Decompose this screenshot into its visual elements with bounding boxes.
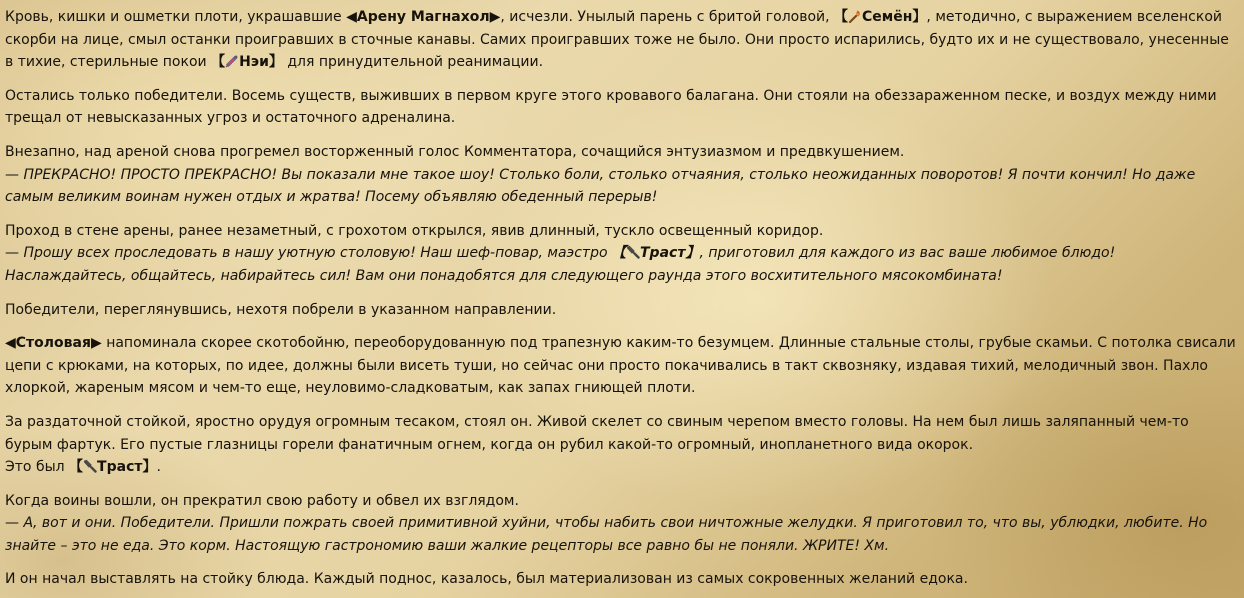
character-trast [69, 459, 156, 475]
text-segment: для принудительной реанимации. [282, 54, 544, 71]
speech-segment: , приготовил для каждого из вас ваше любимое блюдо! Наслаждайтесь, общайтесь, набирайтесь сил! Вам они понадобятся для следующего раунда этого восхитительного мясокомбината! [5, 245, 1116, 284]
paragraph-1 [5, 6, 1239, 74]
text-segment: напоминала скорее скотобойню, переоборудованную под трапезную каким-то безумцем. Длинные стальные столы, грубые скамьи. С потолка свисали цепи с крюками, на которых, по идее, должны были висеть туши, но сейчас они просто покачивались в такт сквозняку, издавая тихий, мелодичный звон. Пахло хлоркой, жареным мясом и чем-то еще, неуловимо-сладковатым, как запах гниющей плоти. [5, 335, 1236, 397]
character-trast-label: Траст [97, 459, 143, 476]
triangle-left-icon: ◀ [346, 9, 357, 25]
paragraph-9: И он начал выставлять на стойку блюда. Каждый поднос, казалось, был материализован из самых сокровенных желаний едока. [5, 571, 968, 588]
torch-icon [848, 6, 862, 29]
paragraph-8 [5, 490, 1239, 558]
commentator-speech: — ПРЕКРАСНО! ПРОСТО ПРЕКРАСНО! Вы показали мне такое шоу! Столько боли, столько отчаяния, столько неожиданных поворотов! Я почти кончил! Но даже самым великим воинам нужен отдых и жратва! Посему объявляю обеденный перерыв! [5, 166, 1196, 206]
paragraph-2: Остались только победители. Восемь существ, выживших в первом круге этого кровавого балагана. Они стояли на обеззараженном песке, и воздух между ними трещал от невысказанных угроз и остаточного адреналина. [5, 87, 1217, 127]
speech-segment: — Прошу всех проследовать в нашу уютную столовую! Наш шеф-повар, маэстро [5, 245, 612, 262]
paragraph-3 [5, 141, 1239, 209]
bracket-open: 【 [69, 459, 84, 476]
paragraph-7 [5, 411, 1239, 479]
triangle-left-icon: ◀ [5, 335, 16, 352]
character-nei [211, 54, 283, 70]
bracket-open: 【 [612, 245, 626, 262]
text-segment: Это был [5, 459, 70, 476]
bracket-open: 【 [211, 54, 226, 71]
cleaver-icon [626, 242, 640, 265]
character-semen-label: Семён [862, 9, 913, 25]
bracket-close: 】 [268, 54, 283, 71]
location-arena-label: Арену Магнахол [356, 9, 490, 25]
trast-speech: — А, вот и они. Победители. Пришли пожрать своей примитивной хуйни, чтобы набить свои ничтожные желудки. Я приготовил то, что вы, ублюдки, любите. Но знайте – это не еда. Это корм. Настоящую гастрономию ваши жалкие рецепторы все равно бы не поняли. ЖРИТЕ! Хм. [5, 515, 1208, 554]
character-semen [834, 9, 926, 25]
location-canteen-label: Столовая [15, 335, 91, 352]
text-segment: , исчезли. Унылый парень с бритой головой, [500, 9, 835, 25]
paragraph-6 [5, 332, 1239, 400]
character-nei-label: Нэи [239, 54, 269, 71]
location-canteen [5, 335, 102, 351]
text-segment: Проход в стене арены, ранее незаметный, с грохотом открылся, явив длинный, тускло освещенный коридор. [5, 222, 824, 239]
cleaver-icon [83, 456, 97, 479]
paragraph-5: Победители, переглянувшись, нехотя побрели в указанном направлении. [5, 301, 557, 318]
bracket-close: 】 [685, 245, 700, 262]
character-trast-label: Траст [640, 245, 686, 262]
syringe-icon [225, 51, 239, 74]
triangle-right-icon: ▶ [90, 335, 102, 352]
location-arena [346, 9, 500, 25]
paragraph-4 [5, 220, 1239, 288]
commentator-speech [5, 245, 1115, 284]
text-segment: Внезапно, над ареной снова прогремел восторженный голос Комментатора, сочащийся энтузиазмом и предвкушением. [5, 143, 905, 160]
text-segment: За раздаточной стойкой, яростно орудуя огромным тесаком, стоял он. Живой скелет со свиным черепом вместо головы. На нем был лишь заляпанный чем-то бурым фартук. Его пустые глазницы горели фанатичным огнем, когда он рубил какой-то огромный, инопланетного вида окорок. [5, 413, 1189, 453]
text-segment: . [156, 459, 161, 476]
text-segment: Кровь, кишки и ошметки плоти, украшавшие [5, 9, 347, 25]
bracket-close: 】 [912, 9, 927, 25]
bracket-close: 】 [142, 459, 157, 476]
text-segment: Когда воины вошли, он прекратил свою работу и обвел их взглядом. [5, 492, 519, 509]
text-segment: , методично, с выражением вселенской скорби на лице, смыл останки проигравших в сточные канавы. Самих проигравших тоже не было. Они просто испарились, будто их и не существовало, унесенные в тихие, стерильные покои [5, 9, 1229, 71]
character-trast [612, 245, 699, 261]
triangle-right-icon: ▶ [489, 9, 501, 25]
bracket-open: 【 [834, 9, 849, 25]
story-text [5, 6, 1239, 591]
